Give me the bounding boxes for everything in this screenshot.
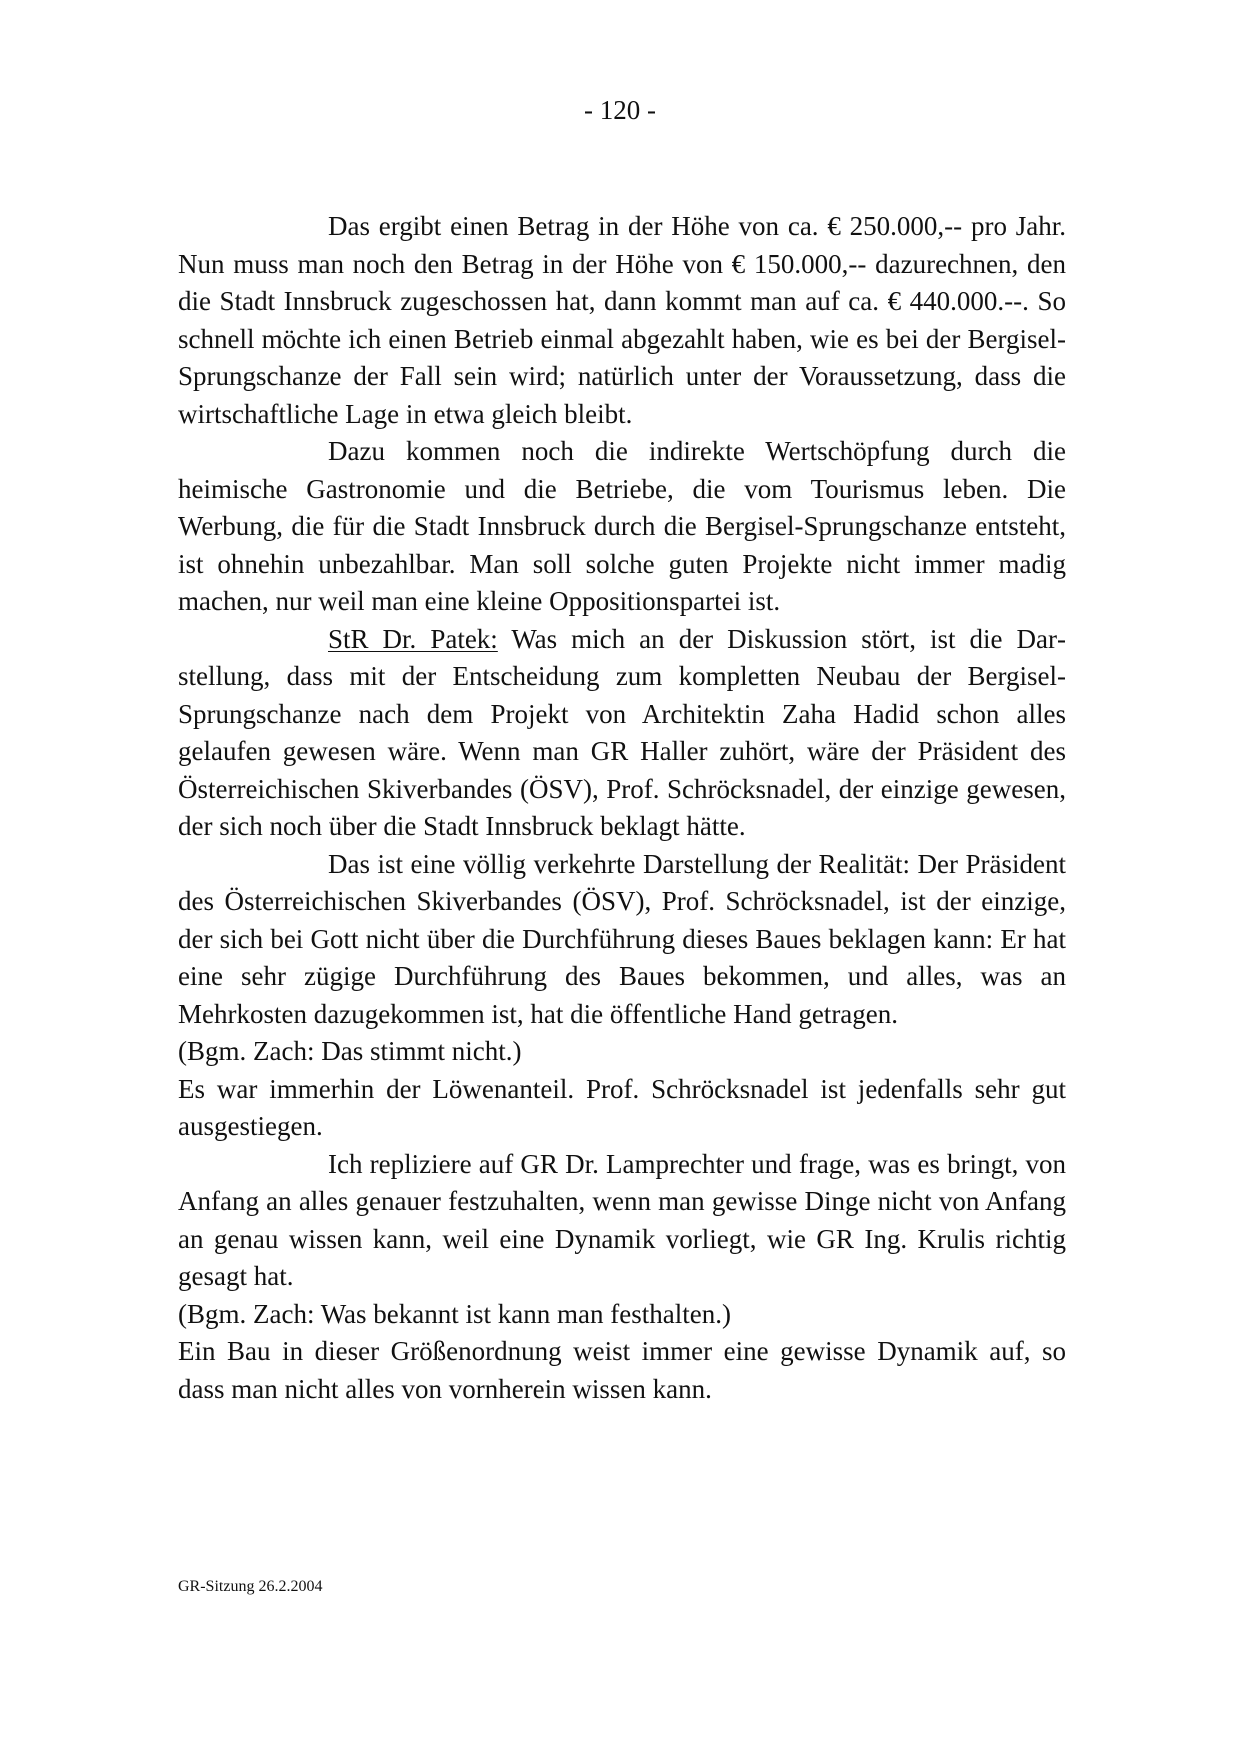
paragraph-4: Das ist eine völlig verkehrte Darstellung der Realität: Der Präsident des Österreichischen Skiverbandes (ÖSV), Prof. Schröcksnadel, ist der einzige, der sich bei Gott nicht über die Durchführung dieses Baues beklagen kann: Er hat eine sehr zügige Durchführung des Baues bekommen, und alles, was an Mehrkosten dazugekommen ist, hat die öffentliche Hand getragen. bbox=[178, 848, 1066, 1029]
footer-session-date: GR-Sitzung 26.2.2004 bbox=[178, 1578, 323, 1595]
paragraph-3 bbox=[178, 621, 1066, 846]
paragraph-5: Es war immerhin der Löwenanteil. Prof. Schröcksnadel ist jedenfalls sehr gut ausgestiegen. bbox=[178, 1073, 1066, 1141]
paragraph-7: Ein Bau in dieser Größenordnung weist immer eine gewisse Dynamik auf, so dass man nicht alles von vornherein wissen kann. bbox=[178, 1336, 1066, 1404]
paragraph-6: Ich repliziere auf GR Dr. Lamprechter und frage, was es bringt, von Anfang an alles genauer festzuhalten, wenn man gewisse Dinge nicht von Anfang an genau wissen kann, weil eine Dynamik vorliegt, wie GR Ing. Krulis richtig gesagt hat. bbox=[178, 1148, 1066, 1291]
paragraph-1: Das ergibt einen Betrag in der Höhe von ca. € 250.000,-- pro Jahr. Nun muss man noch den Betrag in der Höhe von € 150.000,-- dazurechnen, den die Stadt Innsbruck zugeschossen hat, dann kommt man auf ca. € 440.000.--. So schnell möchte ich einen Betrieb einmal abgezahlt haben, wie es bei der Bergisel-Sprungschanze der Fall sein wird; natürlich unter der Voraussetzung, dass die wirtschaftliche Lage in etwa gleich bleibt. bbox=[178, 211, 1066, 429]
interjection-2: (Bgm. Zach: Was bekannt ist kann man festhalten.) bbox=[178, 1298, 731, 1329]
speaker-statement: Was mich an der Diskussion stört, ist die Darstellung, dass mit der Entscheidung zum kompletten Neubau der Bergisel-Sprungschanze nach dem Projekt von Architektin Zaha Hadid schon alles gelaufen gewesen wäre. Wenn man GR Haller zuhört, wäre der Präsident des Österreichischen Skiverbandes (ÖSV), Prof. Schröcksnadel, der einzige gewesen, der sich noch über die Stadt Innsbruck beklagt hätte. bbox=[178, 623, 1067, 841]
paragraph-2: Dazu kommen noch die indirekte Wertschöpfung durch die heimische Gastronomie und die Betriebe, die vom Tourismus leben. Die Werbung, die für die Stadt Innsbruck durch die Bergisel-Sprungschanze entsteht, ist ohnehin unbezahlbar. Man soll solche guten Projekte nicht immer madig machen, nur weil man eine kleine Oppositionspartei ist. bbox=[178, 436, 1066, 616]
page-number: - 120 - bbox=[584, 95, 656, 125]
document-body bbox=[178, 208, 1066, 1408]
interjection-1: (Bgm. Zach: Das stimmt nicht.) bbox=[178, 1036, 522, 1066]
speaker-name: StR Dr. Patek: bbox=[328, 623, 498, 654]
